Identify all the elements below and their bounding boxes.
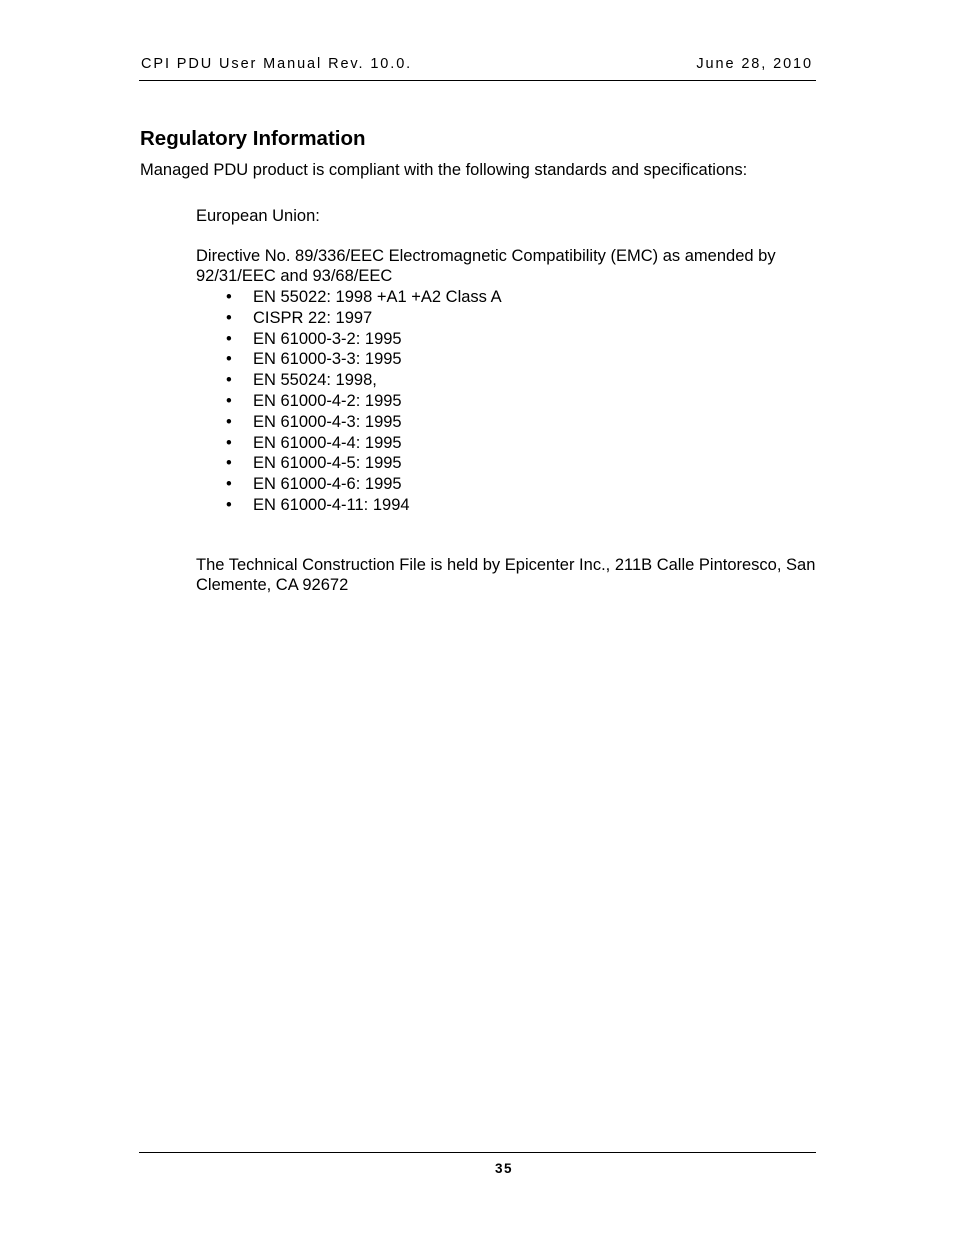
directive-paragraph: Directive No. 89/336/EEC Electromagnetic Compatibility (EMC) as amended by 92/31/EEC and 93/68/EEC: [196, 247, 776, 285]
bullet-icon: •: [226, 329, 232, 348]
bullet-icon: •: [226, 288, 232, 306]
list-item: [196, 287, 502, 308]
list-item: [196, 329, 502, 350]
page-header: [139, 54, 816, 81]
footer-divider: [139, 1152, 816, 1153]
bullet-icon: •: [226, 454, 232, 473]
standard-label: EN 55022: 1998 +A1 +A2 Class A: [253, 288, 502, 306]
bullet-icon: •: [226, 371, 232, 390]
list-item: [196, 391, 502, 412]
standard-label: EN 61000-4-4: 1995: [253, 433, 402, 452]
bullet-icon: •: [226, 308, 232, 327]
bullet-icon: •: [226, 495, 232, 514]
intro-paragraph: Managed PDU product is compliant with the following standards and specifications:: [140, 161, 748, 179]
list-item: [196, 370, 502, 391]
list-item: [196, 453, 502, 474]
list-item: [196, 412, 502, 433]
standard-label: CISPR 22: 1997: [253, 308, 373, 327]
page-number: 35: [494, 1161, 514, 1176]
bullet-icon: •: [226, 412, 232, 431]
standard-label: EN 61000-3-3: 1995: [253, 350, 402, 369]
list-item: [196, 349, 502, 370]
standard-label: EN 61000-4-11: 1994: [253, 495, 410, 514]
bullet-icon: •: [226, 391, 232, 410]
list-item: [196, 308, 502, 329]
standard-label: EN 61000-4-3: 1995: [253, 412, 402, 431]
section-title: Regulatory Information: [140, 127, 366, 150]
standard-label: EN 61000-4-6: 1995: [253, 475, 402, 494]
standard-label: EN 61000-4-2: 1995: [253, 391, 402, 410]
bullet-icon: •: [226, 433, 232, 452]
standard-label: EN 61000-4-5: 1995: [253, 454, 402, 473]
list-item: [196, 474, 502, 495]
region-label: European Union:: [196, 207, 320, 225]
manual-date: June 28, 2010: [696, 56, 813, 72]
list-item: [196, 433, 502, 454]
standard-label: EN 55024: 1998,: [253, 371, 377, 390]
bullet-icon: •: [226, 350, 232, 369]
manual-title: CPI PDU User Manual Rev. 10.0.: [141, 56, 413, 72]
tcf-paragraph: The Technical Construction File is held by Epicenter Inc., 211B Calle Pintoresco, San Clemente, CA 92672: [196, 556, 816, 594]
list-item: [196, 495, 502, 516]
bullet-icon: •: [226, 475, 232, 494]
standard-label: EN 61000-3-2: 1995: [253, 329, 402, 348]
standards-list: [196, 287, 502, 516]
